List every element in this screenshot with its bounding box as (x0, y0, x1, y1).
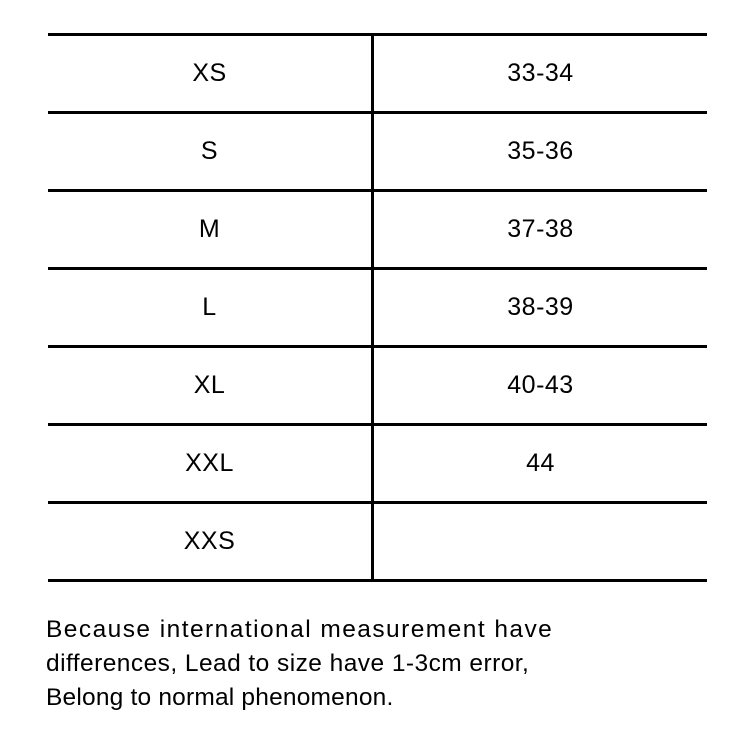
size-cell: XXL (48, 425, 373, 503)
table-row (48, 503, 707, 581)
measurement-cell: 44 (373, 425, 708, 503)
size-cell: M (48, 191, 373, 269)
note-line-2: differences, Lead to size have 1-3cm error, (46, 650, 530, 677)
size-cell: XS (48, 35, 373, 113)
table-row (48, 35, 707, 113)
size-chart-table (48, 33, 707, 582)
table-row (48, 269, 707, 347)
measurement-cell: 37-38 (373, 191, 708, 269)
size-chart-body (48, 35, 707, 581)
measurement-cell: 40-43 (373, 347, 708, 425)
measurement-cell: 38-39 (373, 269, 708, 347)
table-row (48, 191, 707, 269)
measurement-note (46, 613, 716, 715)
measurement-cell: 35-36 (373, 113, 708, 191)
table-row (48, 113, 707, 191)
size-cell: XXS (48, 503, 373, 581)
note-line-1: Because international measurement have (46, 616, 554, 643)
table-row (48, 425, 707, 503)
measurement-cell: 33-34 (373, 35, 708, 113)
measurement-cell (373, 503, 708, 581)
note-line-3: Belong to normal phenomenon. (46, 684, 394, 711)
size-cell: XL (48, 347, 373, 425)
size-cell: L (48, 269, 373, 347)
table-row (48, 347, 707, 425)
size-cell: S (48, 113, 373, 191)
